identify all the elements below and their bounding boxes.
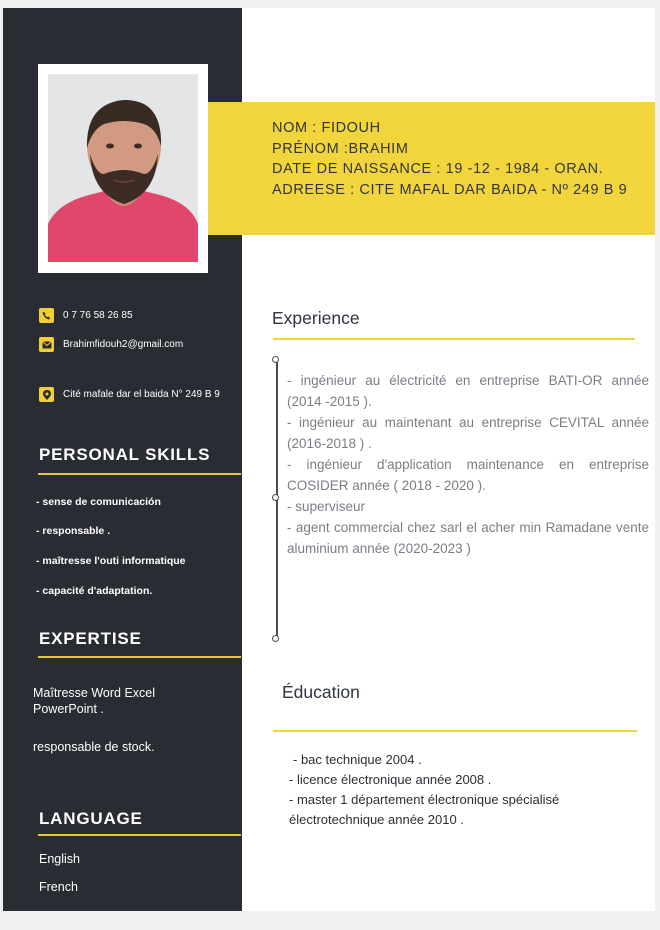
experience-item: - superviseur bbox=[287, 499, 366, 514]
education-list bbox=[289, 750, 579, 830]
experience-timeline bbox=[275, 356, 278, 640]
identity-banner bbox=[208, 102, 655, 235]
expertise-title: EXPERTISE bbox=[39, 629, 142, 648]
experience-item: - agent commercial chez sarl el acher min Ramadane vente aluminium année (2020-2023 ) bbox=[287, 520, 649, 556]
birth-date: DATE DE NAISSANCE : 19 -12 - 1984 - ORAN. bbox=[272, 161, 604, 177]
experience-item: - ingénieur d'application maintenance en entreprise COSIDER année ( 2018 - 2020 ). bbox=[287, 457, 649, 493]
contact-address bbox=[39, 387, 220, 402]
experience-divider bbox=[273, 338, 635, 340]
profile-photo-frame bbox=[38, 64, 208, 273]
experience-item: - ingénieur au maintenant au entreprise CEVITAL année (2016-2018 ) . bbox=[287, 415, 649, 451]
email-address: Brahimfidouh2@gmail.com bbox=[63, 339, 184, 350]
contact-phone bbox=[39, 308, 133, 323]
language-divider bbox=[38, 834, 241, 836]
language-item: English bbox=[39, 852, 80, 866]
skill-item: - maîtresse l'outi informatique bbox=[36, 555, 186, 567]
timeline-dot bbox=[272, 635, 279, 642]
sidebar bbox=[3, 8, 242, 911]
education-item: - master 1 département électronique spécialisé électrotechnique année 2010 . bbox=[289, 792, 560, 827]
language-item: French bbox=[39, 880, 78, 894]
education-item: - bac technique 2004 . bbox=[293, 752, 422, 767]
skill-item: - sense de comunicación bbox=[36, 496, 161, 508]
last-name: NOM : FIDOUH bbox=[272, 120, 381, 136]
education-item: - licence électronique année 2008 . bbox=[289, 772, 492, 787]
experience-item: - ingénieur au électricité en entreprise BATI-OR année (2014 -2015 ). bbox=[287, 373, 649, 409]
home-address: ADREESE : CITE MAFAL DAR BAIDA - Nº 249 B 9 bbox=[272, 181, 628, 198]
phone-icon bbox=[39, 308, 54, 323]
education-divider bbox=[273, 730, 637, 732]
education-title: Éducation bbox=[282, 682, 360, 702]
contact-email bbox=[39, 337, 183, 352]
email-icon bbox=[39, 337, 54, 352]
experience-list bbox=[287, 370, 649, 559]
skill-item: - responsable . bbox=[36, 525, 111, 537]
experience-title: Experience bbox=[272, 308, 360, 328]
profile-photo bbox=[48, 74, 198, 262]
skill-item: - capacité d'adaptation. bbox=[36, 585, 153, 597]
skills-title: PERSONAL SKILLS bbox=[39, 445, 211, 464]
expertise-item: responsable de stock. bbox=[33, 740, 155, 754]
expertise-item: Maîtresse Word Excel PowerPoint . bbox=[33, 686, 156, 716]
address-text: Cité mafale dar el baida N° 249 B 9 bbox=[63, 389, 220, 400]
expertise-divider bbox=[38, 656, 241, 658]
resume-page bbox=[3, 8, 655, 911]
phone-number: 0 7 76 58 26 85 bbox=[63, 310, 133, 321]
skills-divider bbox=[38, 473, 241, 475]
first-name: PRÉNOM :BRAHIM bbox=[272, 140, 409, 157]
location-icon bbox=[39, 387, 54, 402]
timeline-dot bbox=[272, 494, 279, 501]
timeline-dot bbox=[272, 356, 279, 363]
language-title: LANGUAGE bbox=[39, 809, 143, 828]
